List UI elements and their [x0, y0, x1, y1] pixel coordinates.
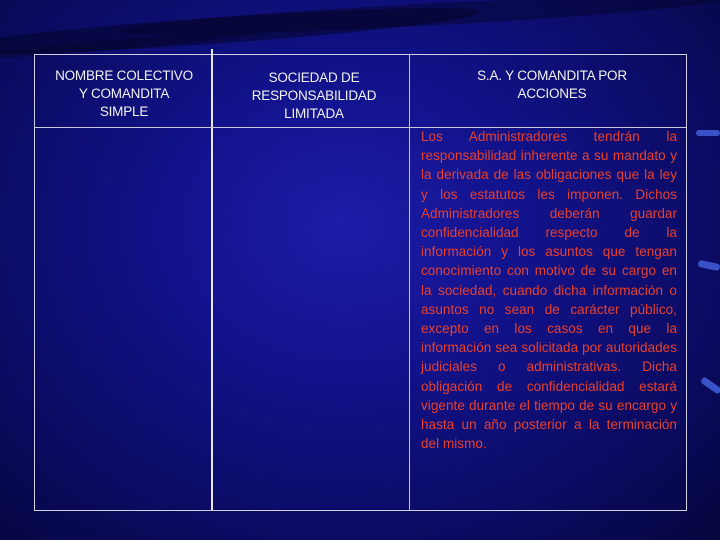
column-divider: [409, 55, 410, 510]
header-sociedad-responsabilidad-limitada: SOCIEDAD DE RESPONSABILIDAD LIMITADA: [251, 70, 377, 121]
decorative-dash: [698, 260, 720, 271]
comparison-table: [34, 54, 687, 511]
decorative-dash: [696, 130, 720, 136]
header-sa-comandita-acciones: S.A. Y COMANDITA POR ACCIONES: [477, 68, 627, 101]
decorative-dash: [700, 376, 720, 394]
sa-administradores-text: Los Administradores tendrán la responsabilidad inherente a su mandato y la derivada de las obligaciones que la ley y los estatutos les imponen. Dichos Administradores deberán guardar confidencialidad respecto de la información y los asuntos que tengan conocimiento con motivo de su cargo en la sociedad, cuando dicha información o asuntos no sean de carácter público, excepto en los casos en que la información sea solicitada por autoridades judiciales o administrativas. Dicha obligación de confidencialidad estará vigente durante el tiempo de su encargo y hasta un año posterior a la terminación del mismo.: [421, 129, 677, 452]
header-nombre-colectivo: NOMBRE COLECTIVO Y COMANDITA SIMPLE: [55, 68, 193, 119]
column-divider: [211, 49, 213, 510]
